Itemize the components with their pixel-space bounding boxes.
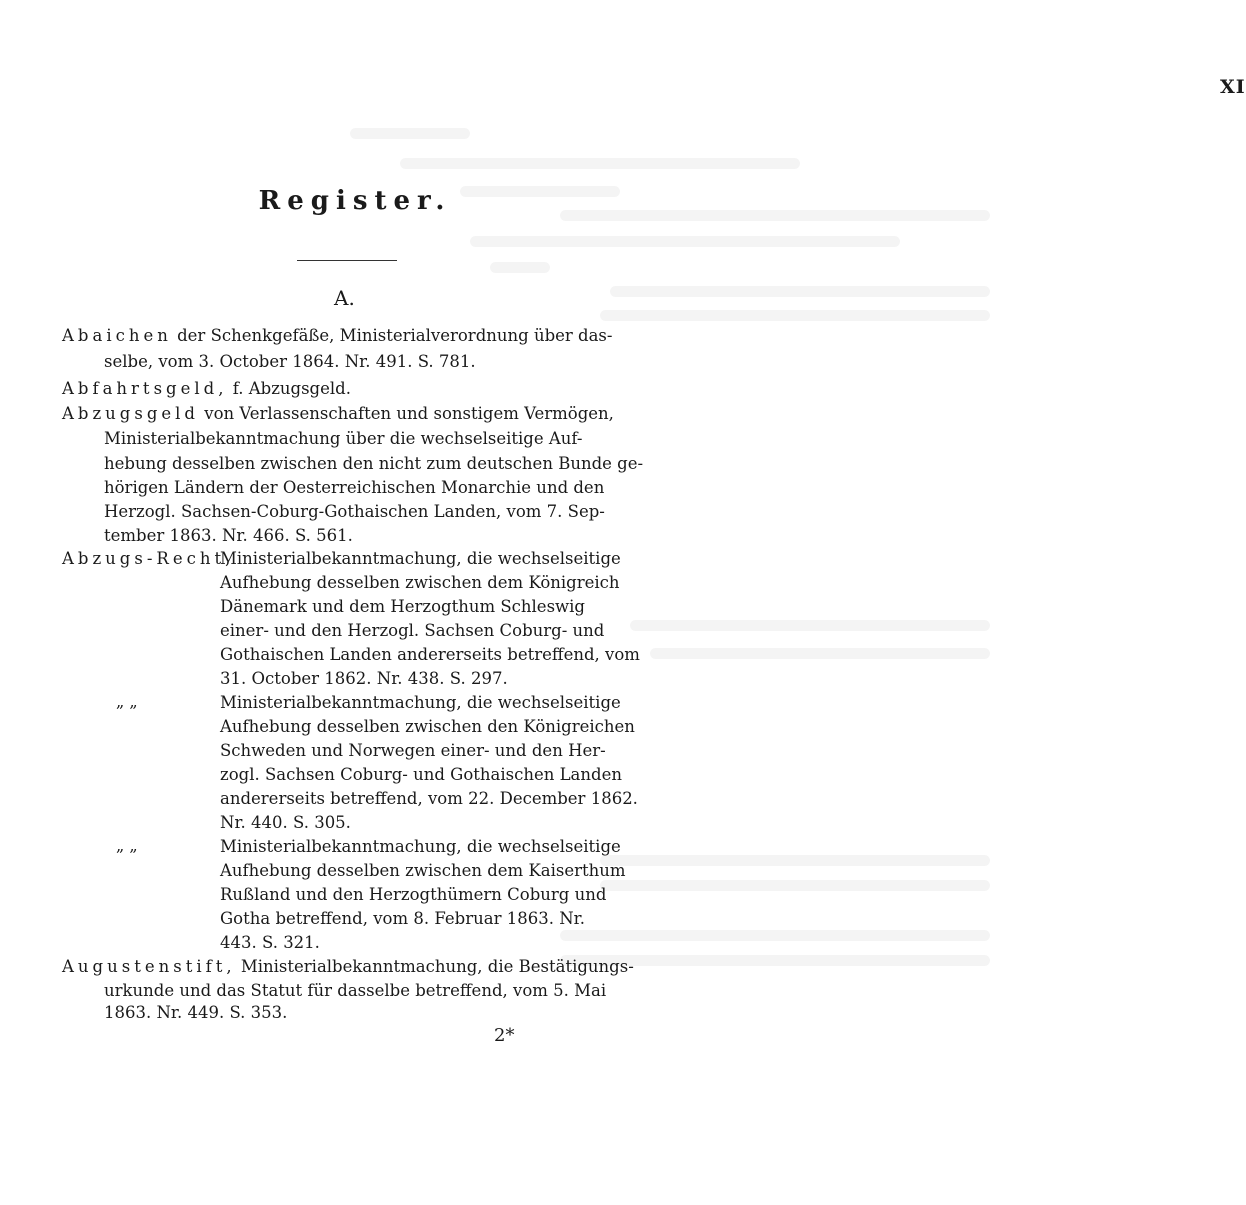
entry-line: andererseits betreffend, vom 22. December 1862. bbox=[220, 789, 638, 808]
entry-line: Schweden und Norwegen einer- und den Her- bbox=[220, 741, 606, 760]
entry-line: Rußland und den Herzogthümern Coburg und bbox=[220, 885, 607, 904]
document-page: XI Register. A. Abaichen der Schenkgefäße, Ministerialverordnung über das- selbe, vom 3. October 1864. Nr. 491. S. 781. Abfahrtsgeld, f. Abzugsgeld. Abzugsgeld von Verlassenschaften und sonstigem Vermögen, Ministerialbekanntmachung über die wechselseitige Auf- hebung desselben zwischen den nicht zum deutschen Bunde ge- hörigen Ländern der Oesterreichischen Monarchie und den Herzogl. Sachsen-Coburg-Gothaischen Landen, vom 7. Sep- tember 1863. Nr. 466. S. 561. Abzugs-Recht, Ministerialbekanntmachung, die wechselseitige Aufhebung desselben zwischen dem Königreich Dänemark und dem Herzogthum Schleswig einer- und den Herzogl. Sachsen Coburg- und Gothaischen Landen andererseits betreffend, vom 31. October 1862. Nr. 438. S. 297. „ „ Ministerialbekanntmachung, die wechselseitige Aufhebung desselben zwischen den Königreichen Schweden und Norwegen einer- und den Her- zogl. Sachsen Coburg- und Gothaischen Landen andererseits betreffend, vom 22. December 1862. Nr. 440. S. 305. „ „ Ministerialbekanntmachung, die wechselseitige Aufhebung desselben zwischen dem Kaiserthum Rußland und den Herzogthümern Coburg und Gotha betreffend, vom 8. Februar 1863. Nr. 443. S. 321. Augustenstift, Ministerialbekanntmachung, die Bestätigungs- urkunde und das Statut für dasselbe betreffend, vom 5. Mai 1863. Nr. 449. S. 353. 2* bbox=[0, 0, 1000, 1205]
entry-lemma: Abfahrtsgeld, bbox=[62, 379, 228, 398]
ditto-marks: „ „ bbox=[116, 836, 138, 855]
entry-line bbox=[62, 378, 351, 400]
entry-line: Aufhebung desselben zwischen dem Königreich bbox=[220, 573, 620, 592]
entry-text: f. Abzugsgeld. bbox=[232, 379, 351, 398]
entry-line: 31. October 1862. Nr. 438. S. 297. bbox=[220, 669, 508, 688]
entry-line: zogl. Sachsen Coburg- und Gothaischen Landen bbox=[220, 765, 622, 784]
entry-line: selbe, vom 3. October 1864. Nr. 491. S. 781. bbox=[104, 352, 476, 371]
entry-line: Ministerialbekanntmachung, die wechselseitige bbox=[220, 693, 621, 712]
entry-text: von Verlassenschaften und sonstigem Vermögen, bbox=[204, 404, 614, 423]
entry-line: hebung desselben zwischen den nicht zum deutschen Bunde ge- bbox=[104, 454, 644, 473]
entry-line: urkunde und das Statut für dasselbe betreffend, vom 5. Mai bbox=[104, 981, 607, 1000]
entry-text: Ministerialbekanntmachung, die Bestätigungs- bbox=[240, 957, 634, 976]
title-rule bbox=[297, 260, 397, 261]
entry-line: Ministerialbekanntmachung, die wechselseitige bbox=[220, 837, 621, 856]
entry-line: Dänemark und dem Herzogthum Schleswig bbox=[220, 597, 585, 616]
entry-line: Aufhebung desselben zwischen den Königreichen bbox=[220, 717, 635, 736]
entry-line: Ministerialbekanntmachung, die wechselseitige bbox=[220, 549, 621, 568]
entry-lemma: Abzugs-Recht, bbox=[62, 549, 235, 568]
signature-mark: 2* bbox=[494, 1025, 515, 1046]
entry-line: Nr. 440. S. 305. bbox=[220, 813, 351, 832]
entry-line: Ministerialbekanntmachung über die wechselseitige Auf- bbox=[104, 429, 583, 448]
entry-line bbox=[62, 548, 234, 570]
entry-line bbox=[62, 956, 634, 978]
entry-line: hörigen Ländern der Oesterreichischen Monarchie und den bbox=[104, 478, 605, 497]
entry-lemma: Abzugsgeld bbox=[62, 404, 199, 423]
entry-line: 443. S. 321. bbox=[220, 933, 320, 952]
entry-line: einer- und den Herzogl. Sachsen Coburg- und bbox=[220, 621, 605, 640]
entry-line bbox=[62, 325, 612, 347]
entry-text: der Schenkgefäße, Ministerialverordnung über das- bbox=[177, 326, 613, 345]
entry-line: Herzogl. Sachsen-Coburg-Gothaischen Landen, vom 7. Sep- bbox=[104, 502, 605, 521]
entry-line: 1863. Nr. 449. S. 353. bbox=[104, 1003, 288, 1022]
entry-line: Gotha betreffend, vom 8. Februar 1863. Nr. bbox=[220, 909, 585, 928]
entry-line: Aufhebung desselben zwischen dem Kaiserthum bbox=[220, 861, 626, 880]
entry-line: Gothaischen Landen andererseits betreffend, vom bbox=[220, 645, 640, 664]
entry-lemma: Augustenstift, bbox=[62, 957, 236, 976]
entry-line: tember 1863. Nr. 466. S. 561. bbox=[104, 526, 353, 545]
ditto-marks: „ „ bbox=[116, 692, 138, 711]
register-title: Register. bbox=[258, 186, 452, 216]
entry-lemma: Abaichen bbox=[62, 326, 172, 345]
section-letter: A. bbox=[334, 286, 355, 310]
entry-line bbox=[62, 403, 614, 425]
